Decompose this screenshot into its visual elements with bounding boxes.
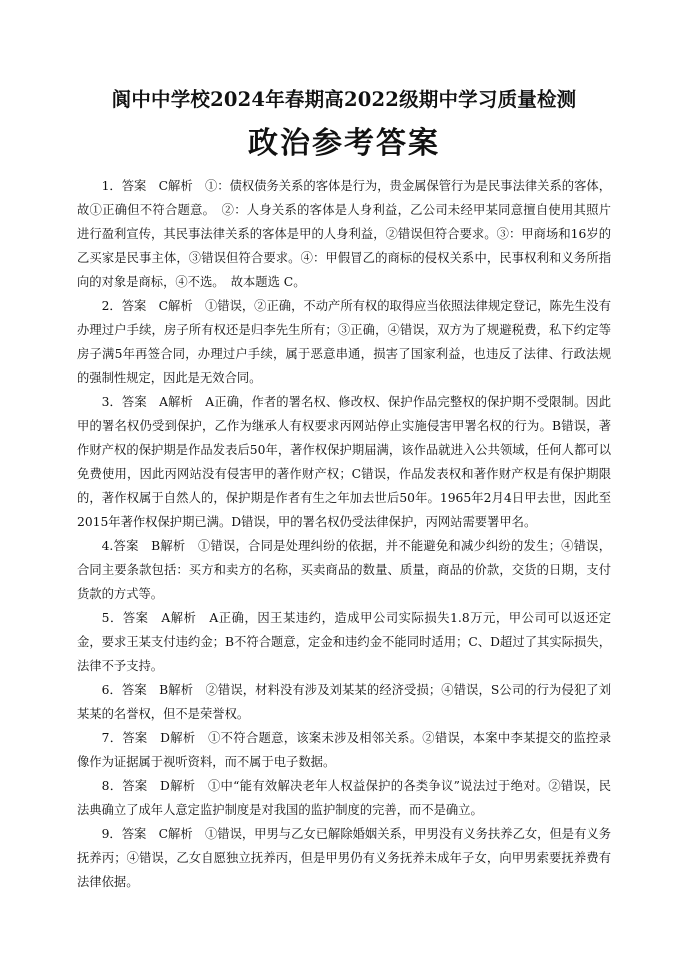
- answer-item-6: 6．答案 B解析 ②错误，材料没有涉及刘某某的经济受损；④错误，S公司的行为侵犯了刘某某的名誉权，但不是荣誉权。: [77, 683, 611, 721]
- answer-item-5: 5．答案 A解析 A正确，因王某违约，造成甲公司实际损失1.8万元，甲公司可以返还定金，要求王某支付违约金；B不符合题意，定金和违约金不能同时适用；C、D超过了其实际损失，法律不予支持。: [77, 611, 611, 673]
- answer-list: [77, 174, 611, 894]
- answer-item-9: 9．答案 C解析 ①错误，甲男与乙女已解除婚姻关系，甲男没有义务扶养乙女，但是有义务抚养丙；④错误，乙女自愿独立抚养丙，但是甲男仍有义务抚养未成年子女，向甲男索要抚养费有法律依据。: [77, 827, 611, 889]
- answer-item-1: 1．答案 C解析 ①：债权债务关系的客体是行为，贵金属保管行为是民事法律关系的客体，故①正确但不符合题意。 ②：人身关系的客体是人身利益，乙公司未经甲某同意擅自使用其照片进行盈利宣传，其民事法律关系的客体是甲的人身利益，②错误但符合要求。③：甲商场和16岁的乙买家是民事主体，③错误但符合要求。④：甲假冒乙的商标的侵权关系中，民事权利和义务所指向的对象是商标，④不选。 故本题选 C。: [77, 179, 611, 289]
- page-title: 政治参考答案: [248, 126, 440, 161]
- answer-item-8: 8．答案 D解析 ①中“能有效解决老年人权益保护的各类争议”说法过于绝对。②错误，民法典确立了成年人意定监护制度是对我国的监护制度的完善，而不是确立。: [77, 779, 611, 817]
- answer-item-4: 4.答案 B解析 ①错误，合同是处理纠纷的依据，并不能避免和减少纠纷的发生；④错误，合同主要条款包括：买方和卖方的名称，买卖商品的数量、质量，商品的价款，交货的日期，支付货款的方式等。: [77, 539, 611, 601]
- answer-item-2: 2．答案 C解析 ①错误，②正确，不动产所有权的取得应当依照法律规定登记，陈先生没有办理过户手续，房子所有权还是归李先生所有；③正确，④错误，双方为了规避税费，私下约定等房子满5年再签合同，办理过户手续，属于恶意串通，损害了国家利益，也违反了法律、行政法规的强制性规定，因此是无效合同。: [77, 299, 611, 385]
- answer-item-3: 3．答案 A解析 A正确，作者的署名权、修改权、保护作品完整权的保护期不受限制。因此甲的署名权仍受到保护，乙作为继承人有权要求丙网站停止实施侵害甲署名权的行为。B错误，著作财产权的保护期是作品发表后50年，著作权保护期届满，该作品就进入公共领域，任何人都可以免费使用，因此丙网站没有侵害甲的著作财产权；C错误，作品发表权和著作财产权是有保护期限的，著作权属于自然人的，保护期是作者有生之年加去世后50年。1965年2月4日甲去世，因此至2015年著作权保护期已满。D错误，甲的署名权仍受法律保护，丙网站需要署甲名。: [77, 395, 611, 529]
- exam-title: 阆中中学校2024年春期高2022级期中学习质量检测: [111, 88, 577, 111]
- answer-item-7: 7．答案 D解析 ①不符合题意，该案未涉及相邻关系。②错误，本案中李某提交的监控录像作为证据属于视听资料，而不属于电子数据。: [77, 731, 611, 769]
